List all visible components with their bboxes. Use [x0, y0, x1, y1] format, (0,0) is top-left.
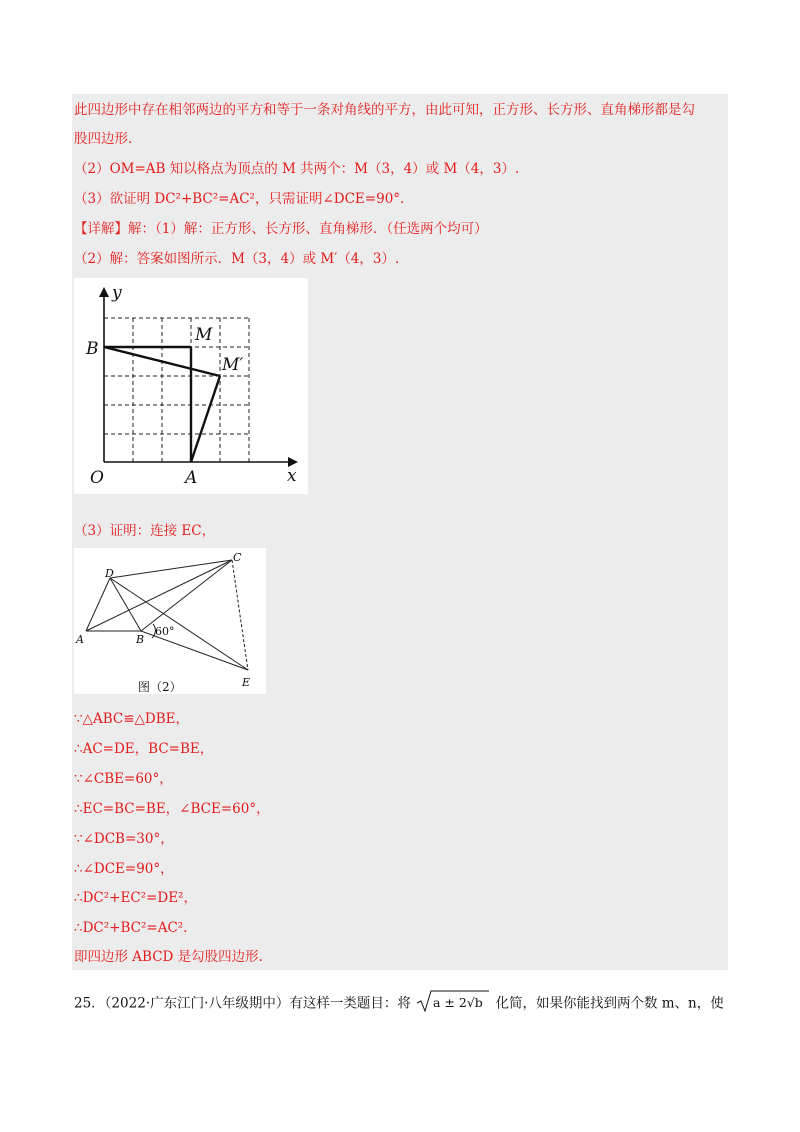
detail-heading-line: 【详解】解：（1）解：正方形、长方形、直角梯形．（任选两个均可） [74, 221, 488, 237]
proof-line: ∴∠DCE=90°， [74, 861, 174, 877]
question-25-text-after: 化简，如果你能找到两个数 m、n，使 [495, 995, 724, 1012]
question-25-text-before: 25．（2022·广东江门·八年级期中）有这样一类题目：将 [74, 995, 411, 1012]
proof-line: ∴DC²+BC²=AC². [74, 920, 188, 936]
solution-line-2: 股四边形. [74, 131, 133, 147]
fig2-label-b: B [136, 633, 145, 646]
question-25 [74, 988, 724, 1020]
figure-caption: 图（2） [138, 680, 182, 694]
point-m-label: M [195, 325, 213, 345]
solution-line-4: （3）欲证明 DC²+BC²=AC²，只需证明∠DCE=90°. [74, 191, 405, 207]
proof-line: ∴DC²+EC²=DE²， [74, 890, 197, 906]
fig2-label-d: D [105, 567, 114, 580]
solution-line-3: （2）OM=AB 知以格点为顶点的 M 共两个：M（3，4）或 M（4，3）. [74, 161, 520, 177]
solution-line-7: （3）证明：连接 EC， [74, 523, 216, 539]
solution-line-1: 此四边形中存在相邻两边的平方和等于一条对角线的平方，由此可知，正方形、长方形、直角梯形都是勾 [74, 102, 695, 118]
proof-line: ∵∠DCB=30°， [74, 831, 174, 847]
x-axis-label: x [287, 466, 297, 486]
proof-line: ∵△ABC≌△DBE， [74, 711, 190, 727]
fig2-label-e: E [242, 676, 251, 689]
angle-60-label: 60° [155, 625, 175, 638]
proof-conclusion: 即四边形 ABCD 是勾股四边形. [74, 949, 263, 965]
fig2-label-a: A [76, 633, 84, 646]
triangle-figure [74, 548, 266, 694]
radical-expression [415, 988, 491, 1020]
point-m-prime-label: M′ [222, 355, 244, 375]
triangle-figure-svg [74, 548, 266, 694]
coordinate-grid-svg [74, 278, 308, 494]
proof-line: ∴AC=DE，BC=BE， [74, 741, 214, 757]
y-axis-arrow-icon [99, 287, 109, 297]
radical-svg [415, 988, 491, 1014]
point-a-label: A [185, 468, 198, 488]
solution-line-6: （2）解：答案如图所示．M（3，4）或 M′（4，3）. [74, 251, 400, 267]
segment-ec-dashed [232, 560, 248, 670]
origin-label: O [90, 468, 104, 488]
radical-content: a ± 2√b [433, 995, 483, 1010]
proof-line: ∴EC=BC=BE，∠BCE=60°， [74, 801, 270, 817]
grid-dashed-lines [104, 318, 249, 462]
y-axis-label: y [112, 283, 122, 303]
point-b-label: B [86, 339, 99, 359]
coordinate-grid-figure [74, 278, 308, 494]
fig2-label-c: C [233, 551, 242, 564]
proof-line: ∵∠CBE=60°， [74, 771, 173, 787]
